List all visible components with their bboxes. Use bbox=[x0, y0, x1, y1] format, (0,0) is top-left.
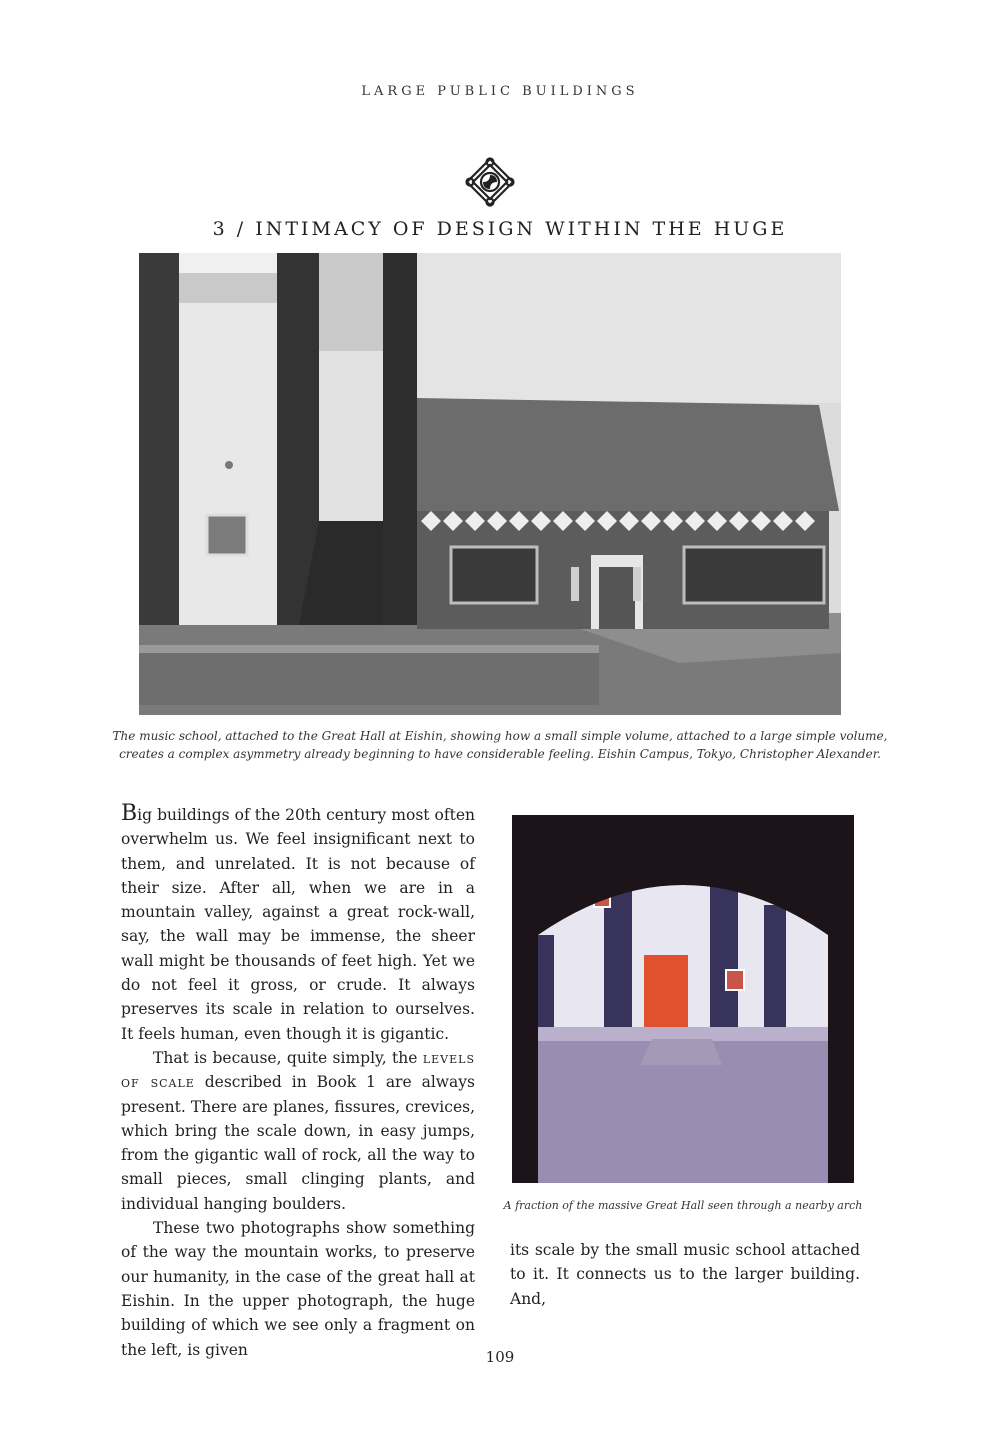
figure-caption-arch: A fraction of the massive Great Hall seen through a nearby arch bbox=[503, 1199, 863, 1212]
celtic-knot-ornament-icon bbox=[464, 156, 516, 208]
paragraph-2-before: That is because, quite simply, the bbox=[153, 1048, 423, 1067]
paragraph-1 bbox=[121, 802, 475, 1046]
drop-cap: B bbox=[121, 801, 138, 826]
body-column-left bbox=[121, 802, 475, 1362]
running-head: LARGE PUBLIC BUILDINGS bbox=[361, 84, 639, 99]
body-column-right: its scale by the small music school attached to it. It connects us to the larger building. And, bbox=[510, 1241, 860, 1308]
small-caps-term: levels of scale bbox=[121, 1048, 475, 1092]
paragraph-2 bbox=[121, 1046, 475, 1216]
paragraph-3: These two photographs show something of the way the mountain works, to preserve our humanity, in the case of the great hall at Eishin. In the upper photograph, the huge building of which we see only a fragment on the left, is given bbox=[121, 1219, 475, 1359]
section-title: 3 / INTIMACY OF DESIGN WITHIN THE HUGE bbox=[212, 218, 788, 240]
great-hall-arch-photo bbox=[512, 815, 854, 1183]
music-school-photo bbox=[139, 253, 841, 715]
paragraph-1-text: ig buildings of the 20th century most often overwhelm us. We feel insignificant next to them, and unrelated. It is not because of their size. After all, when we are in a mountain valley, against a great rock-wall, say, the wall may be immense, the sheer wall might be thousands of feet high. Yet we do not feel it gross, or crude. It always preserves its scale in relation to ourselves. It feels human, even though it is gigantic. bbox=[121, 806, 475, 1043]
figure-caption-top: The music school, attached to the Great Hall at Eishin, showing how a small simple volume, attached to a large simple volume, creates a complex asymmetry already beginning to have considerable feeling. Eishin Campus, Tokyo, Christopher Alexander. bbox=[112, 729, 888, 761]
paragraph-2-after: described in Book 1 are always present. There are planes, fissures, crevices, which bring the scale down, in easy jumps, from the gigantic wall of rock, all the way to small pieces, small clinging plants, and individual hanging boulders. bbox=[121, 1073, 475, 1213]
page-number: 109 bbox=[485, 1348, 515, 1366]
